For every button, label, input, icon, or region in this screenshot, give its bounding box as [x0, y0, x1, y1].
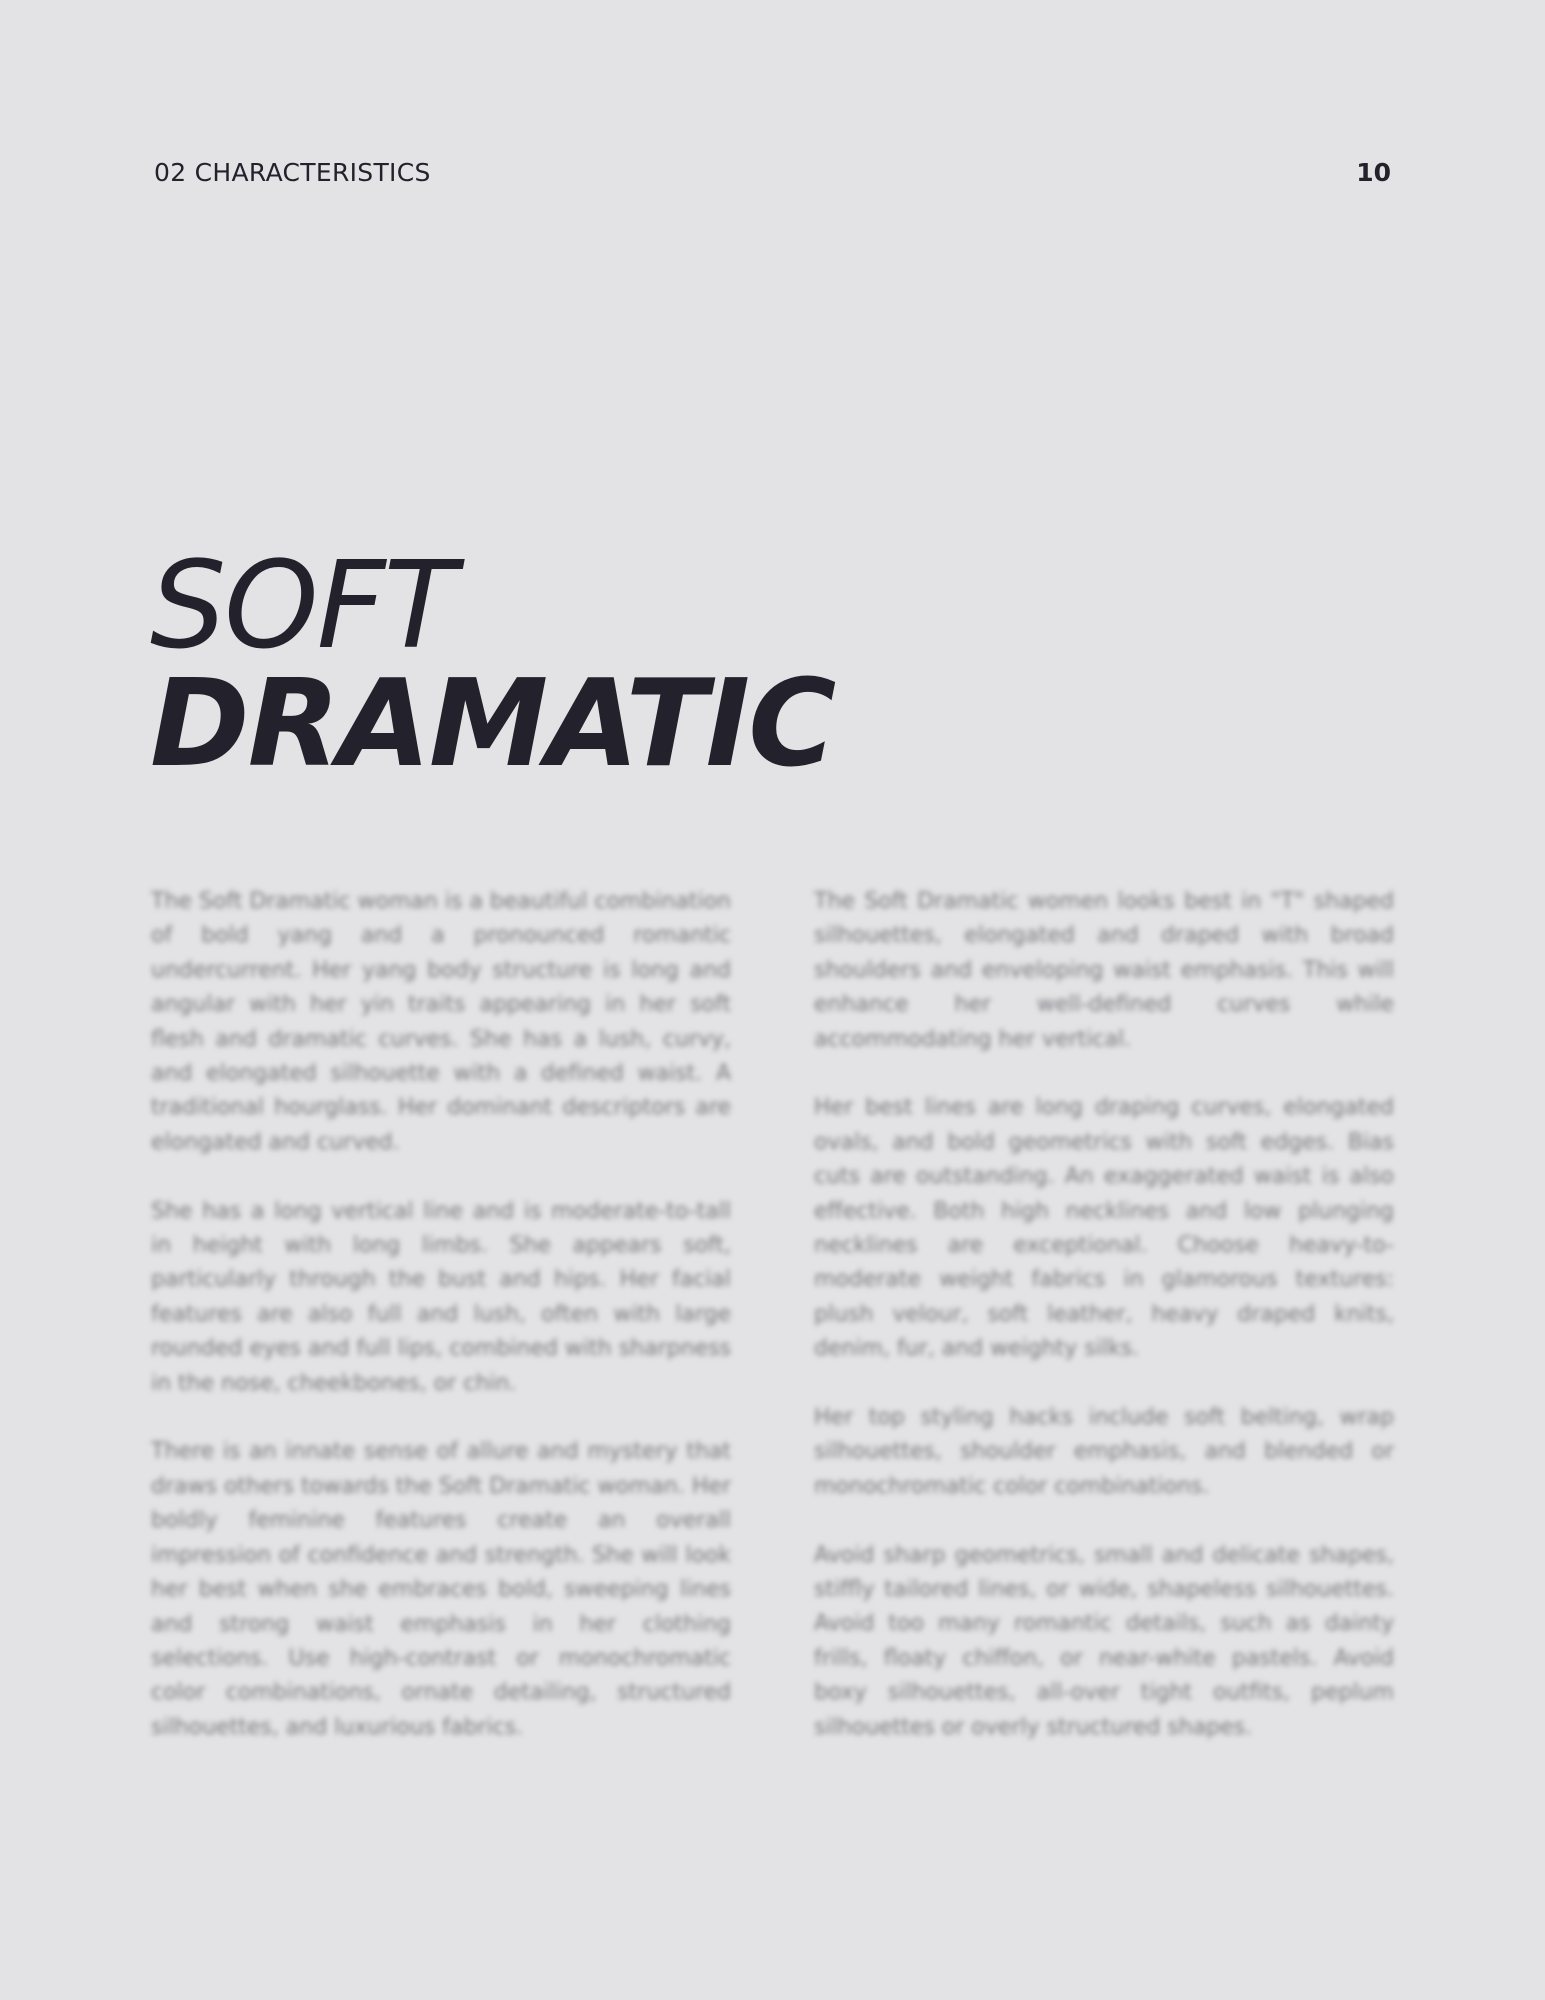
- left-text-column: [151, 885, 731, 1780]
- body-paragraph: Her top styling hacks include soft belting, wrap silhouettes, shoulder emphasis, and blended or monochromatic color combinations.: [814, 1405, 1394, 1499]
- section-header: 02 CHARACTERISTICS: [154, 158, 431, 187]
- title-line-1: SOFT: [150, 537, 455, 676]
- title-line-2: DRAMATIC: [150, 655, 835, 794]
- body-paragraph: She has a long vertical line and is moderate-to-tall in height with long limbs. She appears soft, particularly through the bust and hips. Her facial features are also full and lush, often with large rounded eyes and full lips, combined with sharpness in the nose, cheekbones, or chin.: [151, 1198, 731, 1396]
- right-text-column: [814, 885, 1394, 1780]
- body-paragraph: The Soft Dramatic women looks best in "T" shaped silhouettes, elongated and draped with broad shoulders and enveloping waist emphasis. This will enhance her well-defined curves while accommodating her vertical.: [814, 889, 1394, 1052]
- page-number: 10: [1356, 158, 1391, 187]
- body-paragraph: The Soft Dramatic woman is a beautiful combination of bold yang and a pronounced romantic undercurrent. Her yang body structure is long and angular with her yin traits appearing in her soft flesh and dramatic curves. She has a lush, curvy, and elongated silhouette with a defined waist. A traditional hourglass. Her dominant descriptors are elongated and curved.: [151, 889, 731, 1155]
- body-paragraph: Avoid sharp geometrics, small and delicate shapes, stiffly tailored lines, or wide, shapeless silhouettes. Avoid too many romantic details, such as dainty frills, floaty chiffon, or near-white pastels. Avoid boxy silhouettes, all-over tight outfits, peplum silhouettes or overly structured shapes.: [814, 1542, 1394, 1740]
- page-title: [150, 537, 835, 794]
- body-paragraph: Her best lines are long draping curves, elongated ovals, and bold geometrics with soft edges. Bias cuts are outstanding. An exaggerated waist is also effective. Both high necklines and low plunging necklines are exceptional. Choose heavy-to-moderate weight fabrics in glamorous textures: plush velour, soft leather, heavy draped knits, denim, fur, and weighty silks.: [814, 1095, 1394, 1362]
- body-paragraph: There is an innate sense of allure and mystery that draws others towards the Soft Dramatic woman. Her boldly feminine features create an overall impression of confidence and strength. She will look her best when she embraces bold, sweeping lines and strong waist emphasis in her clothing selections. Use high-contrast or monochromatic color combinations, ornate detailing, structured silhouettes, and luxurious fabrics.: [151, 1439, 731, 1740]
